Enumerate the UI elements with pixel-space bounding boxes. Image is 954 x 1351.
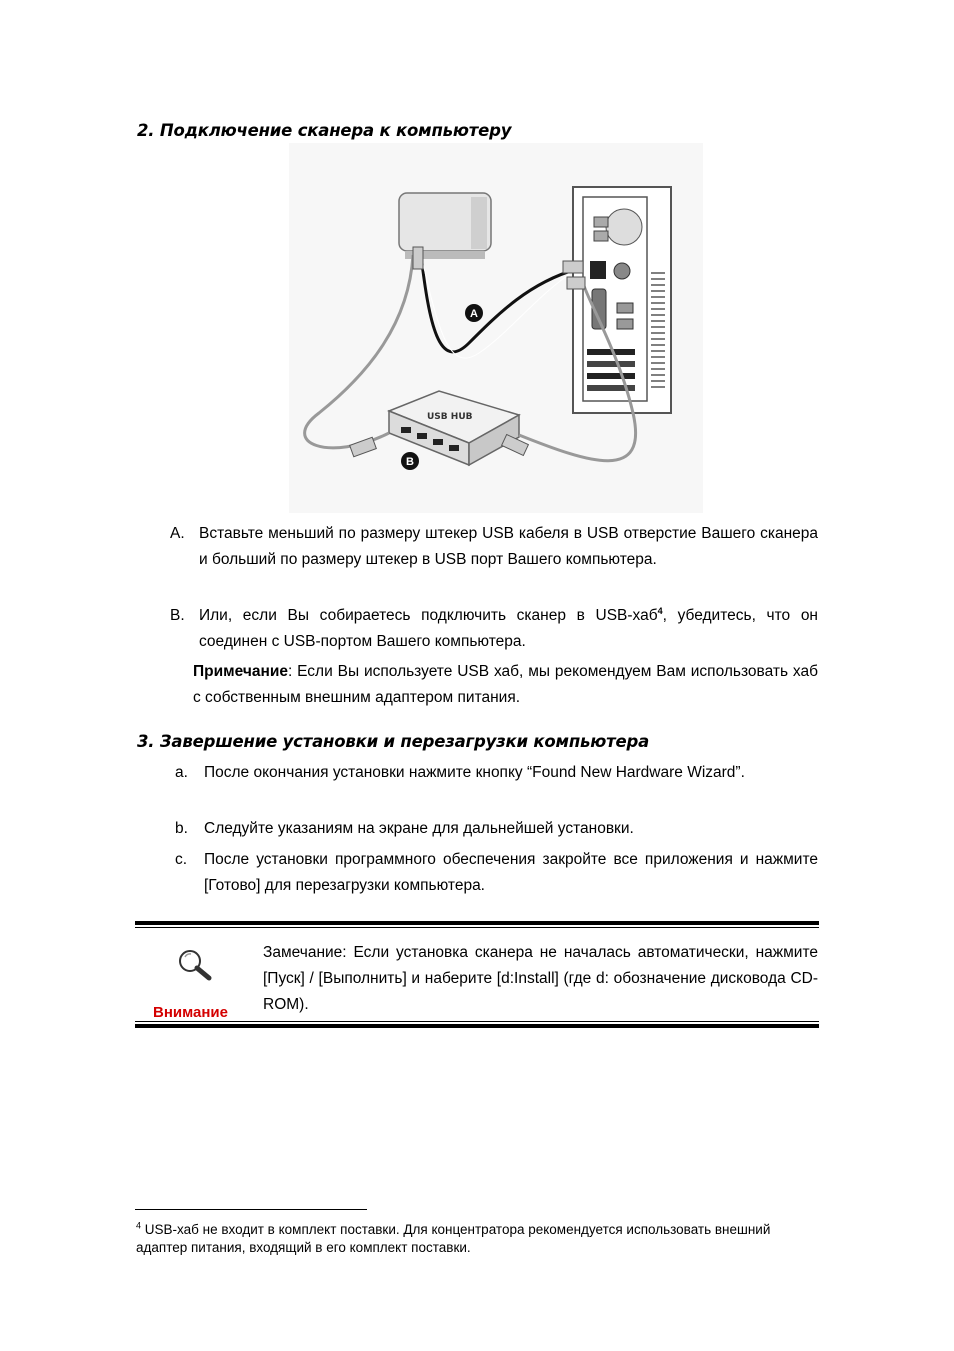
svg-text:B: B bbox=[406, 456, 414, 468]
step-3a-marker: a. bbox=[175, 764, 188, 781]
step-3c bbox=[175, 847, 818, 899]
footnote-separator bbox=[135, 1209, 367, 1210]
step-b-text bbox=[199, 603, 818, 655]
step-a-text: Вставьте меньший по размеру штекер USB кабеля в USB отверстие Вашего сканера и больший по размеру штекер в USB порт Вашего компьютера. bbox=[199, 525, 818, 568]
magnifier-icon bbox=[175, 947, 215, 983]
step-3b bbox=[175, 816, 818, 842]
connection-diagram bbox=[289, 143, 703, 513]
attention-label: Внимание bbox=[153, 1004, 228, 1021]
section-3-heading: 3. Завершение установки и перезагрузки компьютера bbox=[137, 732, 650, 751]
step-3c-marker: c. bbox=[175, 851, 188, 868]
attention-top-rule-thin bbox=[135, 927, 819, 928]
step-3c-text: После установки программного обеспечения закройте все приложения и нажмите [Готово] для перезагрузки компьютера. bbox=[204, 851, 818, 894]
note bbox=[193, 659, 818, 711]
footnote-text: USB-хаб не входит в комплект поставки. Для концентратора рекомендуется использовать внешний адаптер питания, входящий в его комплект поставки. bbox=[136, 1222, 771, 1255]
step-3a-text: После окончания установки нажмите кнопку “Found New Hardware Wizard”. bbox=[204, 764, 745, 781]
step-a-marker: A. bbox=[170, 525, 185, 542]
step-3a bbox=[175, 760, 818, 786]
step-b-text-after: , убедитесь, что он соединен с USB-портом Вашего компьютера. bbox=[199, 607, 818, 650]
attention-text: Замечание: Если установка сканера не началась автоматически, нажмите [Пуск] / [Выполнить] и наберите [d:Install] (где d: обозначение дисковода CD-ROM). bbox=[263, 944, 818, 1013]
step-3b-text: Следуйте указаниям на экране для дальнейшей установки. bbox=[204, 820, 634, 837]
step-b-text-before: Или, если Вы собираетесь подключить сканер в USB-хаб bbox=[199, 607, 658, 624]
footnote bbox=[136, 1221, 776, 1257]
attention-bottom-rule-thin bbox=[135, 1021, 819, 1022]
label-a-badge bbox=[465, 304, 483, 322]
attention-top-rule bbox=[135, 921, 819, 925]
step-b bbox=[170, 603, 818, 655]
svg-text:A: A bbox=[470, 308, 478, 320]
note-text: : Если Вы используете USB хаб, мы рекомендуем Вам использовать хаб с собственным внешним адаптером питания. bbox=[193, 663, 818, 706]
section-2-heading: 2. Подключение сканера к компьютеру bbox=[137, 121, 512, 140]
step-3b-marker: b. bbox=[175, 820, 188, 837]
step-a bbox=[170, 521, 818, 573]
footnote-ref: 4 bbox=[657, 605, 663, 616]
connection-figure bbox=[289, 143, 703, 513]
footnote-number: 4 bbox=[136, 1220, 142, 1231]
label-b-badge bbox=[401, 452, 419, 470]
attention-bottom-rule bbox=[135, 1024, 819, 1028]
step-b-marker: B. bbox=[170, 607, 185, 624]
hub-text: USB HUB bbox=[427, 412, 473, 422]
note-label: Примечание bbox=[193, 663, 288, 680]
